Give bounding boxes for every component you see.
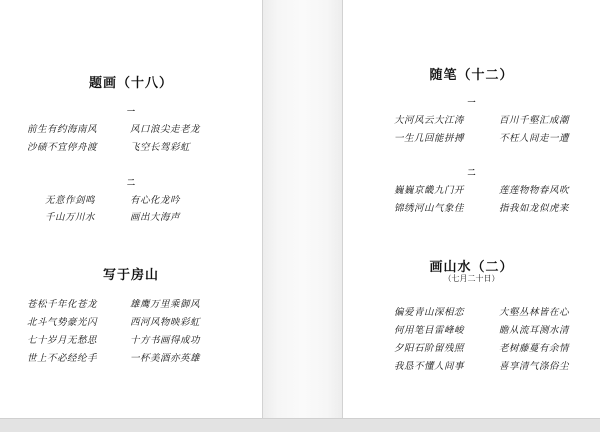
poem-title: 随笔（十二）	[429, 68, 514, 83]
poem-title: 画山水（二）	[429, 260, 514, 275]
poem-line: 风口浪尖走老龙	[130, 124, 201, 135]
poem-line: 瞻从流耳测水清	[499, 325, 570, 336]
poem-line: 苍松千年化苍龙	[27, 299, 98, 310]
poem-line: 大壑丛林皆在心	[499, 307, 570, 318]
poem-date: （七月二十日）	[443, 274, 500, 283]
poem-line: 锦绣河山气象佳	[394, 203, 465, 214]
poem-line: 七十岁月无愁思	[27, 335, 98, 346]
stanza-number: 一	[467, 97, 476, 107]
bottom-edge	[0, 418, 600, 432]
poem-title: 写于房山	[102, 268, 159, 283]
poem-line: 一生几回能拼搏	[394, 133, 465, 144]
stanza-number: 二	[467, 167, 476, 177]
poem-line: 不枉人间走一遭	[499, 133, 570, 144]
poem-line: 世上不必经纶手	[27, 353, 98, 364]
page-edge-line	[262, 0, 263, 418]
book-gutter	[262, 0, 343, 418]
poem-line: 前生有约海南风	[27, 124, 98, 135]
stanza-number: 一	[127, 106, 135, 116]
stanza-number: 二	[127, 177, 135, 187]
poem-line: 一杯美酒亦英雄	[130, 353, 201, 364]
poem-line: 偏爱青山深相恋	[394, 307, 465, 318]
poem-line: 莲莲物物春风吹	[499, 185, 570, 196]
poem-line: 大河风云大江涛	[394, 115, 465, 126]
poem-line: 十方书画得成功	[130, 335, 201, 346]
poem-line: 何用笔目雷峰峻	[394, 325, 465, 336]
poem-title: 题画（十八）	[88, 76, 173, 91]
poem-line: 飞空长驾彩虹	[130, 142, 191, 153]
left-page	[0, 0, 262, 418]
poem-line: 老树藤蔓有余情	[499, 343, 570, 354]
right-page	[343, 0, 600, 418]
poem-line: 百川千壑汇成潮	[499, 115, 570, 126]
poem-line: 雄鹰万里乘御风	[130, 299, 201, 310]
poem-line: 我恳不懂人间事	[394, 361, 465, 372]
poem-line: 夕阳石阶留残照	[394, 343, 465, 354]
poem-line: 西河风物映彩虹	[130, 317, 201, 328]
poem-line: 有心化龙吟	[130, 195, 181, 206]
poem-line: 无意作剑鸣	[45, 195, 96, 206]
poem-line: 喜享清气涤俗尘	[499, 361, 570, 372]
poem-line: 沙碛不宜停舟渡	[27, 142, 98, 153]
poem-line: 画出大海声	[130, 212, 181, 223]
poem-line: 指我如龙似虎来	[499, 203, 570, 214]
poem-line: 巍巍京畿九门开	[394, 185, 465, 196]
poem-line: 北斗气势豪光闪	[27, 317, 98, 328]
poem-line: 千山万川水	[45, 212, 96, 223]
